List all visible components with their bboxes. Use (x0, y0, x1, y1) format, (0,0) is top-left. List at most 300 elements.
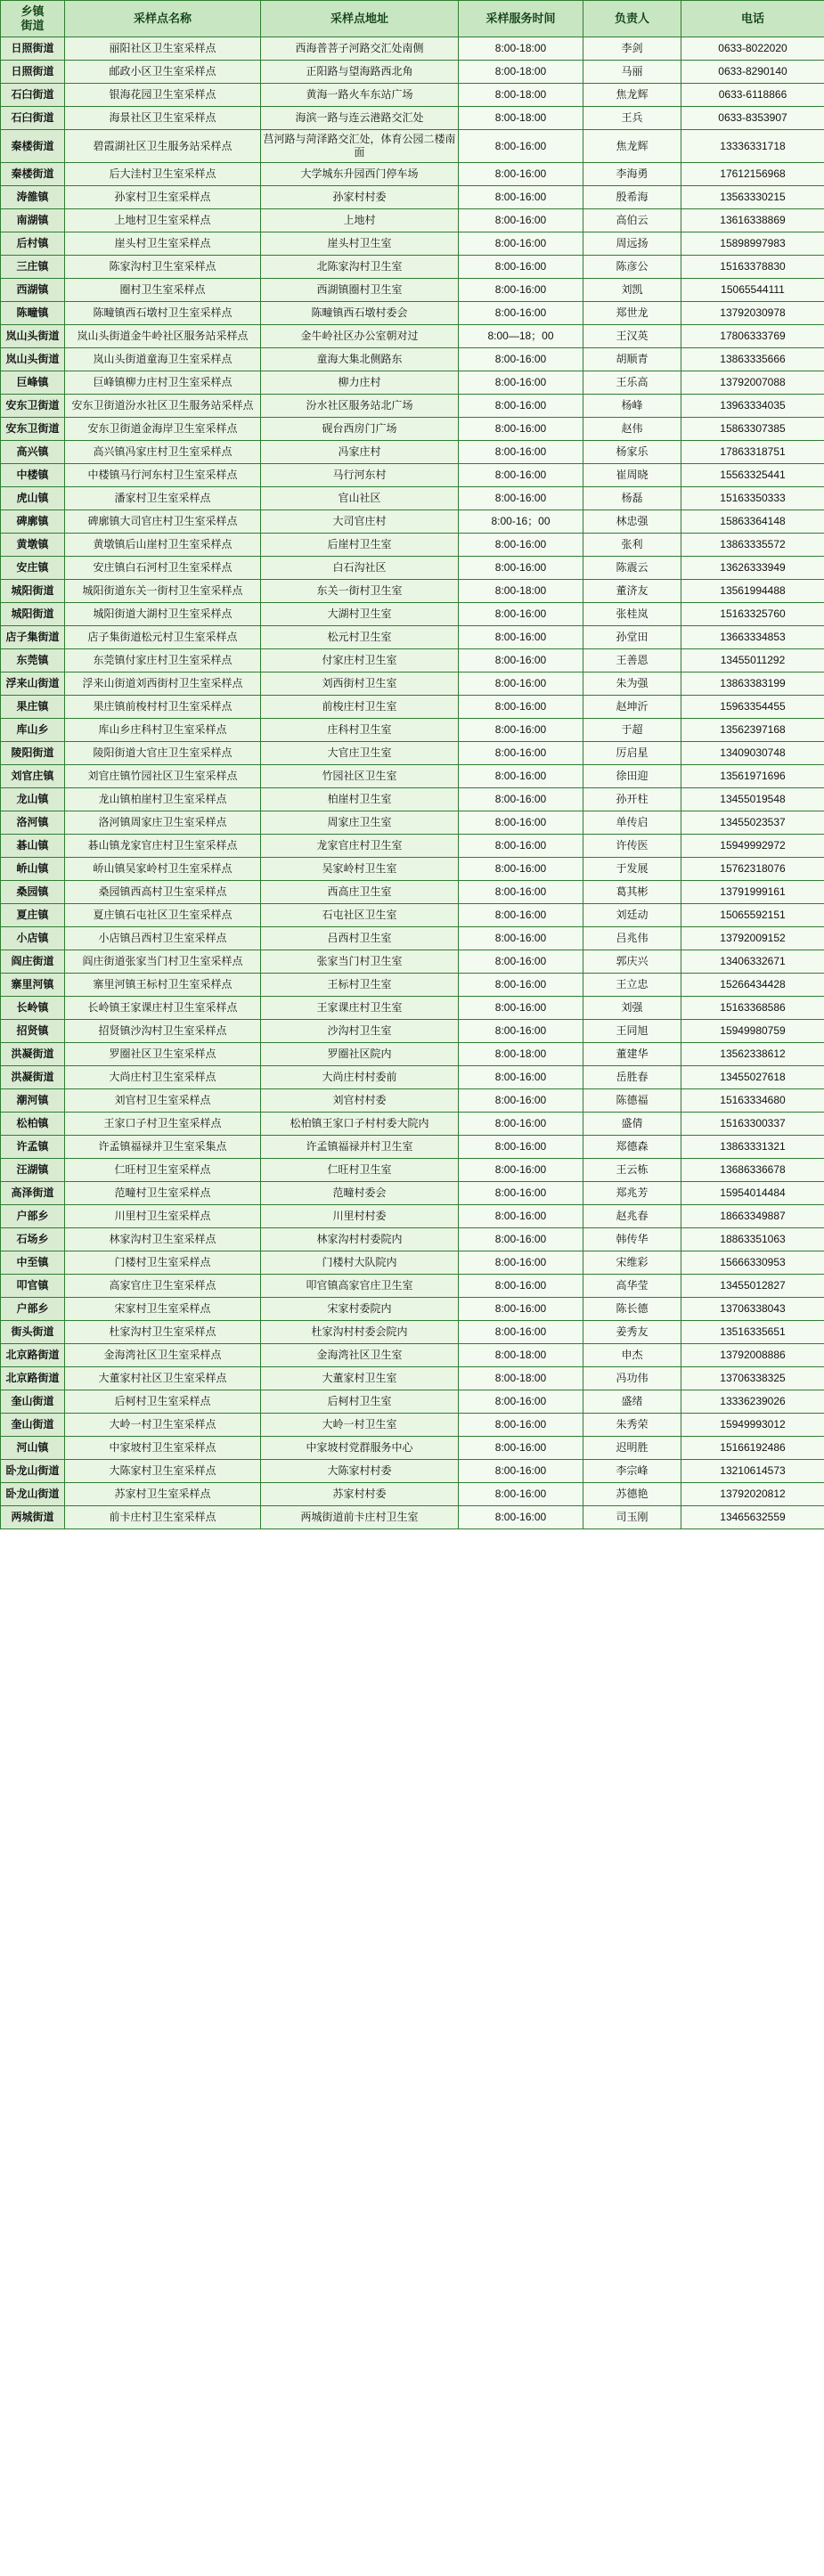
cell-site-name: 安东卫街道金海岸卫生室采样点 (65, 418, 261, 441)
cell-phone: 15065592151 (681, 904, 824, 927)
cell-town: 两城街道 (1, 1506, 65, 1529)
cell-service-time: 8:00-16:00 (459, 719, 583, 742)
cell-town: 夏庄镇 (1, 904, 65, 927)
cell-phone: 13863383199 (681, 673, 824, 696)
table-row (1, 1136, 824, 1159)
cell-site-address: 砚台西房门广场 (261, 418, 459, 441)
cell-service-time: 8:00-16:00 (459, 1136, 583, 1159)
cell-service-time: 8:00-16:00 (459, 1228, 583, 1251)
cell-service-time: 8:00-16:00 (459, 1251, 583, 1275)
cell-town: 桑园镇 (1, 881, 65, 904)
cell-manager: 葛其彬 (583, 881, 681, 904)
table-row (1, 765, 824, 788)
cell-site-address: 林家沟村村委院内 (261, 1228, 459, 1251)
cell-site-name: 陵阳街道大官庄卫生室采样点 (65, 742, 261, 765)
table-row (1, 997, 824, 1020)
cell-site-address: 官山社区 (261, 487, 459, 510)
cell-manager: 李海勇 (583, 163, 681, 186)
cell-site-address: 苏家村村委 (261, 1483, 459, 1506)
cell-town: 潮河镇 (1, 1089, 65, 1113)
cell-town: 河山镇 (1, 1437, 65, 1460)
cell-service-time: 8:00-16:00 (459, 534, 583, 557)
cell-town: 寨里河镇 (1, 974, 65, 997)
cell-site-name: 王家口子村卫生室采样点 (65, 1113, 261, 1136)
cell-site-name: 苏家村卫生室采样点 (65, 1483, 261, 1506)
cell-manager: 王乐高 (583, 371, 681, 395)
cell-phone: 0633-6118866 (681, 84, 824, 107)
cell-phone: 13561971696 (681, 765, 824, 788)
cell-manager: 韩传华 (583, 1228, 681, 1251)
cell-manager: 林忠强 (583, 510, 681, 534)
cell-site-address: 金海湾社区卫生室 (261, 1344, 459, 1367)
table-row (1, 61, 824, 84)
cell-site-name: 罗圈社区卫生室采样点 (65, 1043, 261, 1066)
cell-town: 陵阳街道 (1, 742, 65, 765)
cell-town: 城阳街道 (1, 603, 65, 626)
table-row (1, 279, 824, 302)
cell-manager: 焦龙辉 (583, 84, 681, 107)
cell-site-address: 杜家沟村村委会院内 (261, 1321, 459, 1344)
cell-town: 龙山镇 (1, 788, 65, 811)
cell-manager: 陈震云 (583, 557, 681, 580)
table-row (1, 649, 824, 673)
cell-site-address: 大岭一村卫生室 (261, 1414, 459, 1437)
cell-phone: 0633-8290140 (681, 61, 824, 84)
cell-phone: 13626333949 (681, 557, 824, 580)
cell-town: 岚山头街道 (1, 325, 65, 348)
cell-service-time: 8:00-16:00 (459, 765, 583, 788)
cell-site-name: 川里村卫生室采样点 (65, 1205, 261, 1228)
cell-service-time: 8:00-16:00 (459, 742, 583, 765)
cell-service-time: 8:00-16:00 (459, 186, 583, 209)
cell-manager: 陈长德 (583, 1298, 681, 1321)
cell-town: 西湖镇 (1, 279, 65, 302)
cell-site-address: 川里村村委 (261, 1205, 459, 1228)
cell-service-time: 8:00-16:00 (459, 1414, 583, 1437)
cell-town: 刘官庄镇 (1, 765, 65, 788)
cell-site-address: 金牛岭社区办公室朝对过 (261, 325, 459, 348)
cell-manager: 于发展 (583, 858, 681, 881)
cell-service-time: 8:00-16:00 (459, 1298, 583, 1321)
table-row (1, 395, 824, 418)
cell-manager: 王立忠 (583, 974, 681, 997)
cell-town: 日照街道 (1, 61, 65, 84)
cell-town: 巨峰镇 (1, 371, 65, 395)
cell-service-time: 8:00-16:00 (459, 1460, 583, 1483)
cell-site-address: 许孟镇福禄并村卫生室 (261, 1136, 459, 1159)
cell-phone: 15949993012 (681, 1414, 824, 1437)
column-header-service-time: 采样服务时间 (459, 1, 583, 37)
table-row (1, 325, 824, 348)
cell-phone: 13336331718 (681, 130, 824, 163)
cell-site-address: 松柏镇王家口子村村委大院内 (261, 1113, 459, 1136)
cell-site-name: 门楼村卫生室采样点 (65, 1251, 261, 1275)
cell-phone: 13455011292 (681, 649, 824, 673)
cell-manager: 吕兆伟 (583, 927, 681, 950)
cell-phone: 15266434428 (681, 974, 824, 997)
cell-manager: 迟明胜 (583, 1437, 681, 1460)
cell-site-name: 陈家沟村卫生室采样点 (65, 256, 261, 279)
cell-town: 虎山镇 (1, 487, 65, 510)
cell-town: 户部乡 (1, 1298, 65, 1321)
cell-phone: 13963334035 (681, 395, 824, 418)
cell-site-address: 北陈家沟村卫生室 (261, 256, 459, 279)
cell-site-address: 王标村卫生室 (261, 974, 459, 997)
cell-manager: 王汉英 (583, 325, 681, 348)
cell-town: 后村镇 (1, 232, 65, 256)
cell-town: 石臼街道 (1, 84, 65, 107)
cell-manager: 王善恩 (583, 649, 681, 673)
cell-site-name: 城阳街道大湖村卫生室采样点 (65, 603, 261, 626)
table-row (1, 673, 824, 696)
table-row (1, 1344, 824, 1367)
cell-service-time: 8:00-16:00 (459, 256, 583, 279)
column-header-site-address: 采样点地址 (261, 1, 459, 37)
cell-manager: 胡顺青 (583, 348, 681, 371)
cell-manager: 刘廷动 (583, 904, 681, 927)
cell-town: 店子集街道 (1, 626, 65, 649)
cell-site-name: 安东卫街道汾水社区卫生服务站采样点 (65, 395, 261, 418)
table-row (1, 418, 824, 441)
cell-phone: 13210614573 (681, 1460, 824, 1483)
cell-manager: 高华莹 (583, 1275, 681, 1298)
cell-town: 户部乡 (1, 1205, 65, 1228)
cell-site-address: 陈疃镇西石墩村委会 (261, 302, 459, 325)
cell-town: 果庄镇 (1, 696, 65, 719)
cell-manager: 朱为强 (583, 673, 681, 696)
cell-manager: 申杰 (583, 1344, 681, 1367)
cell-service-time: 8:00-16:00 (459, 279, 583, 302)
cell-site-address: 上地村 (261, 209, 459, 232)
table-row (1, 719, 824, 742)
table-body (1, 37, 824, 1529)
cell-manager: 赵坤沂 (583, 696, 681, 719)
cell-site-address: 宋家村委院内 (261, 1298, 459, 1321)
cell-site-address: 刘西街村卫生室 (261, 673, 459, 696)
cell-phone: 13863331321 (681, 1136, 824, 1159)
cell-town: 安东卫街道 (1, 395, 65, 418)
cell-service-time: 8:00-16:00 (459, 163, 583, 186)
cell-town: 岚山头街道 (1, 348, 65, 371)
cell-site-name: 碁山镇龙家官庄村卫生室采样点 (65, 835, 261, 858)
cell-site-address: 张家当门村卫生室 (261, 950, 459, 974)
cell-service-time: 8:00-16:00 (459, 950, 583, 974)
table-row (1, 348, 824, 371)
cell-town: 奎山街道 (1, 1414, 65, 1437)
cell-site-address: 崖头村卫生室 (261, 232, 459, 256)
cell-site-name: 大陈家村卫生室采样点 (65, 1460, 261, 1483)
cell-manager: 孙堂田 (583, 626, 681, 649)
cell-phone: 17612156968 (681, 163, 824, 186)
cell-town: 北京路街道 (1, 1344, 65, 1367)
table-row (1, 904, 824, 927)
cell-phone: 15863307385 (681, 418, 824, 441)
table-row (1, 626, 824, 649)
cell-manager: 李剑 (583, 37, 681, 61)
cell-service-time: 8:00-18:00 (459, 580, 583, 603)
cell-phone: 13792030978 (681, 302, 824, 325)
cell-site-address: 范疃村委会 (261, 1182, 459, 1205)
cell-site-name: 宋家村卫生室采样点 (65, 1298, 261, 1321)
cell-site-name: 刘官庄镇竹园社区卫生室采样点 (65, 765, 261, 788)
cell-phone: 13455019548 (681, 788, 824, 811)
cell-phone: 13686336678 (681, 1159, 824, 1182)
cell-manager: 司玉刚 (583, 1506, 681, 1529)
cell-site-name: 大尚庄村卫生室采样点 (65, 1066, 261, 1089)
cell-town: 秦楼街道 (1, 163, 65, 186)
table-row (1, 881, 824, 904)
cell-site-name: 东莞镇付家庄村卫生室采样点 (65, 649, 261, 673)
cell-site-name: 大岭一村卫生室采样点 (65, 1414, 261, 1437)
cell-service-time: 8:00-16:00 (459, 1182, 583, 1205)
table-row (1, 1066, 824, 1089)
cell-site-address: 门楼村大队院内 (261, 1251, 459, 1275)
table-row (1, 603, 824, 626)
cell-site-name: 高家官庄卫生室采样点 (65, 1275, 261, 1298)
cell-service-time: 8:00-16:00 (459, 395, 583, 418)
table-header-row (1, 1, 824, 37)
cell-site-address: 西湖镇圈村卫生室 (261, 279, 459, 302)
cell-site-name: 许孟镇福禄并卫生室采集点 (65, 1136, 261, 1159)
cell-service-time: 8:00-16:00 (459, 603, 583, 626)
cell-site-name: 招贤镇沙沟村卫生室采样点 (65, 1020, 261, 1043)
table-row (1, 37, 824, 61)
cell-site-name: 高兴镇冯家庄村卫生室采样点 (65, 441, 261, 464)
cell-site-name: 后大洼村卫生室采样点 (65, 163, 261, 186)
cell-phone: 13562397168 (681, 719, 824, 742)
cell-manager: 于超 (583, 719, 681, 742)
cell-phone: 15563325441 (681, 464, 824, 487)
cell-phone: 15163378830 (681, 256, 824, 279)
cell-manager: 刘凯 (583, 279, 681, 302)
cell-phone: 15163325760 (681, 603, 824, 626)
table-row (1, 858, 824, 881)
cell-town: 石臼街道 (1, 107, 65, 130)
cell-site-address: 吕西村卫生室 (261, 927, 459, 950)
cell-site-name: 寨里河镇王标村卫生室采样点 (65, 974, 261, 997)
table-row (1, 1506, 824, 1529)
cell-phone: 15163300337 (681, 1113, 824, 1136)
cell-site-address: 大董家村卫生室 (261, 1367, 459, 1390)
table-row (1, 1113, 824, 1136)
cell-site-address: 大学城东升园西门停车场 (261, 163, 459, 186)
cell-town: 秦楼街道 (1, 130, 65, 163)
cell-manager: 孙开柱 (583, 788, 681, 811)
cell-site-name: 黄墩镇后山崖村卫生室采样点 (65, 534, 261, 557)
cell-phone: 15762318076 (681, 858, 824, 881)
cell-town: 许孟镇 (1, 1136, 65, 1159)
cell-phone: 13863335666 (681, 348, 824, 371)
cell-site-address: 东关一街村卫生室 (261, 580, 459, 603)
cell-town: 小店镇 (1, 927, 65, 950)
cell-phone: 15065544111 (681, 279, 824, 302)
cell-site-name: 崖头村卫生室采样点 (65, 232, 261, 256)
cell-phone: 15949992972 (681, 835, 824, 858)
cell-phone: 13791999161 (681, 881, 824, 904)
cell-manager: 赵兆春 (583, 1205, 681, 1228)
cell-phone: 15163368586 (681, 997, 824, 1020)
cell-site-address: 西高庄卫生室 (261, 881, 459, 904)
cell-phone: 15166192486 (681, 1437, 824, 1460)
cell-manager: 赵伟 (583, 418, 681, 441)
cell-site-name: 刘官村卫生室采样点 (65, 1089, 261, 1113)
cell-site-address: 大尚庄村村委前 (261, 1066, 459, 1089)
cell-site-address: 前梭庄村卫生室 (261, 696, 459, 719)
cell-town: 洛河镇 (1, 811, 65, 835)
cell-service-time: 8:00-16:00 (459, 557, 583, 580)
cell-manager: 苏德艳 (583, 1483, 681, 1506)
cell-site-address: 龙家官庄村卫生室 (261, 835, 459, 858)
cell-service-time: 8:00-16:00 (459, 1159, 583, 1182)
table-row (1, 130, 824, 163)
cell-town: 黄墩镇 (1, 534, 65, 557)
cell-site-address: 庄科村卫生室 (261, 719, 459, 742)
cell-phone: 13792009152 (681, 927, 824, 950)
cell-service-time: 8:00-18:00 (459, 61, 583, 84)
cell-phone: 13563330215 (681, 186, 824, 209)
cell-phone: 13792020812 (681, 1483, 824, 1506)
cell-phone: 15163334680 (681, 1089, 824, 1113)
table-row (1, 1275, 824, 1298)
cell-site-address: 竹园社区卫生室 (261, 765, 459, 788)
cell-service-time: 8:00-16:00 (459, 626, 583, 649)
cell-site-name: 杜家沟村卫生室采样点 (65, 1321, 261, 1344)
cell-service-time: 8:00-16:00 (459, 232, 583, 256)
cell-town: 洪凝街道 (1, 1066, 65, 1089)
cell-site-name: 碧霞湖社区卫生服务站采样点 (65, 130, 261, 163)
cell-manager: 徐田迎 (583, 765, 681, 788)
table-row (1, 1460, 824, 1483)
cell-site-address: 吴家岭村卫生室 (261, 858, 459, 881)
cell-site-name: 丽阳社区卫生室采样点 (65, 37, 261, 61)
table-row (1, 580, 824, 603)
table-row (1, 974, 824, 997)
table-row (1, 1390, 824, 1414)
cell-manager: 杨家乐 (583, 441, 681, 464)
cell-site-address: 两城街道前卡庄村卫生室 (261, 1506, 459, 1529)
cell-phone: 18863351063 (681, 1228, 824, 1251)
cell-service-time: 8:00-16:00 (459, 835, 583, 858)
cell-phone: 13516335651 (681, 1321, 824, 1344)
cell-town: 阎庄街道 (1, 950, 65, 974)
cell-site-address: 后柯村卫生室 (261, 1390, 459, 1414)
column-header-manager: 负责人 (583, 1, 681, 37)
cell-phone: 13465632559 (681, 1506, 824, 1529)
cell-site-address: 海滨一路与连云港路交汇处 (261, 107, 459, 130)
cell-service-time: 8:00-16:00 (459, 371, 583, 395)
cell-town: 东莞镇 (1, 649, 65, 673)
table-row (1, 256, 824, 279)
cell-service-time: 8:00-18:00 (459, 1043, 583, 1066)
cell-phone: 13562338612 (681, 1043, 824, 1066)
cell-phone: 17806333769 (681, 325, 824, 348)
cell-site-name: 金海湾社区卫生室采样点 (65, 1344, 261, 1367)
cell-site-address: 冯家庄村 (261, 441, 459, 464)
cell-phone: 18663349887 (681, 1205, 824, 1228)
cell-manager: 殷希海 (583, 186, 681, 209)
cell-service-time: 8:00-16:00 (459, 348, 583, 371)
cell-town: 汪湖镇 (1, 1159, 65, 1182)
cell-site-address: 叩官镇高家官庄卫生室 (261, 1275, 459, 1298)
table-row (1, 1367, 824, 1390)
cell-service-time: 8:00-16:00 (459, 927, 583, 950)
cell-site-address: 柏崖村卫生室 (261, 788, 459, 811)
cell-manager: 岳胜春 (583, 1066, 681, 1089)
table-row (1, 487, 824, 510)
cell-service-time: 8:00-16:00 (459, 130, 583, 163)
table-row (1, 557, 824, 580)
cell-manager: 许传医 (583, 835, 681, 858)
table-row (1, 1414, 824, 1437)
table-row (1, 209, 824, 232)
cell-site-name: 范疃村卫生室采样点 (65, 1182, 261, 1205)
cell-manager: 冯功伟 (583, 1367, 681, 1390)
cell-town: 日照街道 (1, 37, 65, 61)
cell-manager: 王云栋 (583, 1159, 681, 1182)
cell-site-name: 夏庄镇石屯社区卫生室采样点 (65, 904, 261, 927)
cell-phone: 15954014484 (681, 1182, 824, 1205)
cell-phone: 13706338043 (681, 1298, 824, 1321)
cell-manager: 陈彦公 (583, 256, 681, 279)
cell-service-time: 8:00-16:00 (459, 788, 583, 811)
cell-site-name: 店子集街道松元村卫生室采样点 (65, 626, 261, 649)
table-row (1, 1089, 824, 1113)
cell-manager: 周远扬 (583, 232, 681, 256)
cell-town: 中至镇 (1, 1251, 65, 1275)
cell-service-time: 8:00-16:00 (459, 418, 583, 441)
table-row (1, 441, 824, 464)
cell-site-address: 周家庄卫生室 (261, 811, 459, 835)
table-row (1, 534, 824, 557)
table-row (1, 811, 824, 835)
cell-site-address: 大湖村卫生室 (261, 603, 459, 626)
cell-site-address: 石屯社区卫生室 (261, 904, 459, 927)
table-row (1, 696, 824, 719)
cell-site-address: 西海普菩子河路交汇处南侧 (261, 37, 459, 61)
table-row (1, 163, 824, 186)
cell-site-name: 岚山头街道童海卫生室采样点 (65, 348, 261, 371)
cell-service-time: 8:00-16:00 (459, 904, 583, 927)
cell-service-time: 8:00-16:00 (459, 464, 583, 487)
cell-site-address: 正阳路与望海路西北角 (261, 61, 459, 84)
cell-service-time: 8:00-16:00 (459, 209, 583, 232)
cell-site-name: 大董家村社区卫生室采样点 (65, 1367, 261, 1390)
cell-service-time: 8:00-16:00 (459, 1275, 583, 1298)
cell-service-time: 8:00-16；00 (459, 510, 583, 534)
cell-phone: 15163350333 (681, 487, 824, 510)
cell-phone: 13616338869 (681, 209, 824, 232)
cell-town: 卧龙山街道 (1, 1483, 65, 1506)
cell-town: 中楼镇 (1, 464, 65, 487)
table-row (1, 1228, 824, 1251)
cell-site-name: 海景社区卫生室采样点 (65, 107, 261, 130)
table-row (1, 950, 824, 974)
table-row (1, 1321, 824, 1344)
cell-manager: 高伯云 (583, 209, 681, 232)
cell-site-address: 沙沟村卫生室 (261, 1020, 459, 1043)
cell-manager: 盛绪 (583, 1390, 681, 1414)
cell-phone: 0633-8353907 (681, 107, 824, 130)
cell-phone: 15863364148 (681, 510, 824, 534)
cell-site-name: 仁旺村卫生室采样点 (65, 1159, 261, 1182)
cell-manager: 王同旭 (583, 1020, 681, 1043)
cell-phone: 13455023537 (681, 811, 824, 835)
cell-site-name: 潘家村卫生室采样点 (65, 487, 261, 510)
cell-service-time: 8:00-18:00 (459, 37, 583, 61)
cell-manager: 刘强 (583, 997, 681, 1020)
column-header-town: 乡镇 街道 (1, 1, 65, 37)
cell-manager: 张桂岚 (583, 603, 681, 626)
